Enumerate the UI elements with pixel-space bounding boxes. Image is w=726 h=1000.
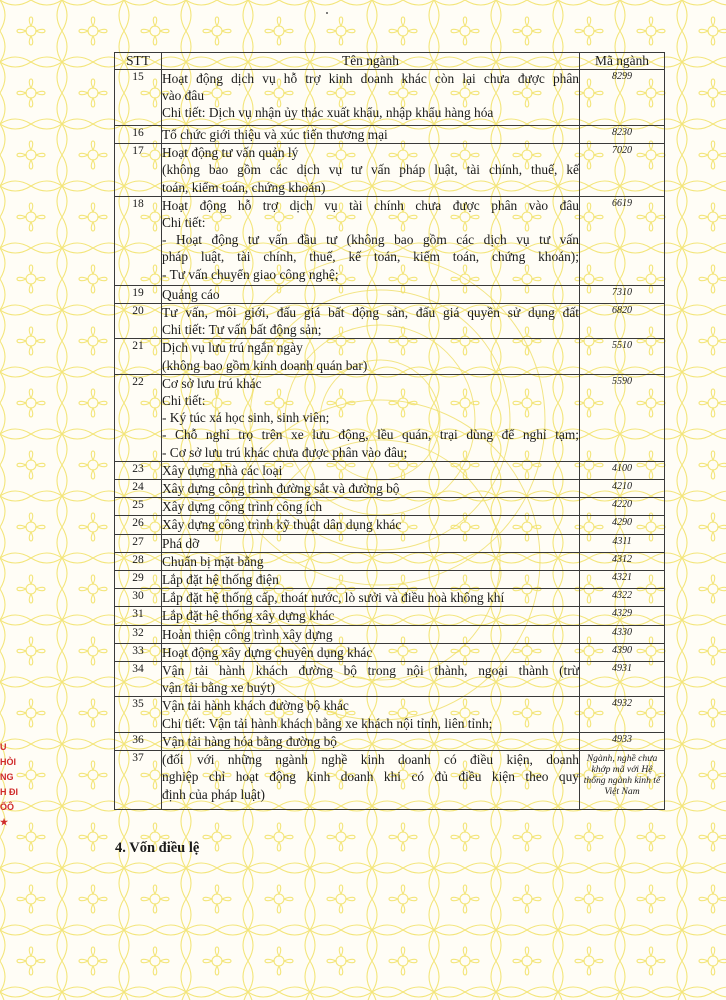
- row-code: 4290: [580, 516, 665, 534]
- row-stt: 20: [115, 304, 162, 339]
- row-name-line: Lắp đặt hệ thống xây dựng khác: [162, 608, 335, 624]
- row-name: [162, 304, 580, 339]
- table-row: [115, 625, 665, 643]
- row-stt: 30: [115, 589, 162, 607]
- row-name-line: toán, kiểm toán, chứng khoán): [162, 179, 326, 195]
- row-name-line: Chi tiết: Tư vấn bất động sản;: [162, 322, 322, 338]
- row-name-line: - Cơ sở lưu trú khác chưa được phân vào đâu;: [162, 444, 408, 460]
- row-name: [162, 285, 580, 303]
- stamp-text: NG: [0, 772, 14, 782]
- row-stt: 17: [115, 144, 162, 197]
- row-code: 4329: [580, 607, 665, 625]
- row-stt: 23: [115, 461, 162, 479]
- row-name-line: Xây dựng nhà các loại: [162, 462, 283, 478]
- table-row: [115, 374, 665, 461]
- row-name-line: Tư vấn, môi giới, đấu giá bất động sản, đấu giá quyền sử dụng đất: [162, 305, 579, 321]
- row-name: [162, 480, 580, 498]
- row-name: [162, 498, 580, 516]
- row-code: 4330: [580, 625, 665, 643]
- row-code: 4321: [580, 571, 665, 589]
- table-row: [115, 534, 665, 552]
- row-name: [162, 196, 580, 285]
- row-name-line: Chi tiết:: [162, 393, 206, 409]
- row-code: 6820: [580, 304, 665, 339]
- row-code: 7020: [580, 144, 665, 197]
- row-name: [162, 643, 580, 661]
- table-row: [115, 571, 665, 589]
- table-row: [115, 552, 665, 570]
- row-name-line: Dịch vụ lưu trú ngắn ngày: [162, 340, 303, 356]
- table-row: [115, 480, 665, 498]
- row-name: [162, 126, 580, 144]
- table-row: [115, 697, 665, 732]
- row-code: 4312: [580, 552, 665, 570]
- header-name: Tên ngành: [162, 53, 580, 70]
- row-code: 4931: [580, 662, 665, 697]
- section-heading: 4. Vốn điều lệ: [115, 840, 200, 856]
- row-stt: 19: [115, 285, 162, 303]
- table-row: [115, 70, 665, 126]
- row-name: [162, 732, 580, 750]
- row-name: [162, 751, 580, 810]
- table-row: [115, 589, 665, 607]
- row-stt: 31: [115, 607, 162, 625]
- row-name-line: - Tư vấn chuyển giao công nghệ;: [162, 266, 339, 282]
- row-name-line: Hoạt động xây dựng chuyên dụng khác: [162, 644, 373, 660]
- row-name-line: (không bao gồm các dịch vụ tư vấn pháp luật, tài chính, thuế, kế: [162, 162, 579, 178]
- row-code: 5590: [580, 374, 665, 461]
- table-row: [115, 461, 665, 479]
- row-name-line: Cơ sở lưu trú khác: [162, 375, 262, 391]
- row-code: 7310: [580, 285, 665, 303]
- row-name: [162, 374, 580, 461]
- row-name-line: Xây dựng công trình công ích: [162, 499, 323, 515]
- row-name-line: Chi tiết: Vận tải hành khách bằng xe khách nội tỉnh, liên tỉnh;: [162, 715, 493, 731]
- row-code: 8299: [580, 70, 665, 126]
- row-stt: 37: [115, 751, 162, 810]
- row-name-line: pháp luật, tài chính, thuế, kế toán, kiểm toán, chứng khoán);: [162, 249, 579, 265]
- stamp-text: H ĐI: [0, 787, 18, 797]
- row-name-line: Xây dựng công trình đường sắt và đường bộ: [162, 481, 400, 497]
- row-name-line: (không bao gồm kinh doanh quán bar): [162, 357, 368, 373]
- table-row: [115, 732, 665, 750]
- row-code: 5510: [580, 339, 665, 374]
- stamp-text: HÒI: [0, 757, 17, 767]
- row-code: 4933: [580, 732, 665, 750]
- row-name-line: Chuẩn bị mặt bằng: [162, 553, 264, 569]
- stamp-text: ỐÔ: [0, 802, 15, 812]
- row-stt: 26: [115, 516, 162, 534]
- row-name-line: Hoạt động tư vấn quản lý: [162, 145, 299, 161]
- business-lines-table: [114, 52, 665, 810]
- row-code: 4311: [580, 534, 665, 552]
- row-name-line: Vận tải hành khách đường bộ trong nội thành, ngoại thành (trừ: [162, 663, 579, 679]
- row-name-line: Hoàn thiện công trình xây dựng: [162, 626, 333, 642]
- row-name-line: Vận tải hành khách đường bộ khác: [162, 698, 349, 714]
- row-name: [162, 461, 580, 479]
- row-name-line: Phá dỡ: [162, 535, 200, 551]
- row-name-line: Vận tải hàng hóa bằng đường bộ: [162, 733, 337, 749]
- row-name: [162, 339, 580, 374]
- table-row: [115, 643, 665, 661]
- row-name-line: Xây dựng công trình kỹ thuật dân dụng khác: [162, 517, 402, 533]
- table-row: [115, 304, 665, 339]
- row-name-line: vận tải bằng xe buýt): [162, 680, 276, 696]
- row-name: [162, 552, 580, 570]
- row-name-line: Quảng cáo: [162, 286, 220, 302]
- row-code: 6619: [580, 196, 665, 285]
- row-name-line: Hoạt động dịch vụ hỗ trợ kinh doanh khác còn lại chưa được phân: [162, 71, 579, 86]
- table-body: [115, 70, 665, 810]
- row-code: 4932: [580, 697, 665, 732]
- red-stamp-fragment: [0, 740, 40, 860]
- row-code-note: Ngành, nghề chưa khớp mã với Hệ thống ngành kinh tế Việt Nam: [580, 751, 665, 810]
- row-stt: 18: [115, 196, 162, 285]
- row-stt: 28: [115, 552, 162, 570]
- row-name-line: nghiệp chỉ hoạt động kinh doanh khi có đủ điều kiện theo quy: [162, 769, 579, 785]
- row-name-line: (đối với những ngành nghề kinh doanh có điều kiện, doanh: [162, 752, 579, 768]
- row-stt: 35: [115, 697, 162, 732]
- row-name-line: Lắp đặt hệ thống điện: [162, 572, 279, 588]
- row-stt: 24: [115, 480, 162, 498]
- row-stt: 27: [115, 534, 162, 552]
- row-stt: 34: [115, 662, 162, 697]
- row-name: [162, 144, 580, 197]
- row-name: [162, 516, 580, 534]
- row-code: 4220: [580, 498, 665, 516]
- speck-mark: [326, 12, 328, 14]
- row-name-line: định của pháp luật): [162, 786, 265, 802]
- table-row: [115, 607, 665, 625]
- row-stt: 25: [115, 498, 162, 516]
- row-name: [162, 70, 580, 126]
- table-row: [115, 498, 665, 516]
- table-row: [115, 144, 665, 197]
- table-header-row: [115, 53, 665, 70]
- row-name-line: - Ký túc xá học sinh, sinh viên;: [162, 410, 330, 426]
- row-stt: 33: [115, 643, 162, 661]
- row-code: 4322: [580, 589, 665, 607]
- row-stt: 29: [115, 571, 162, 589]
- row-name-line: Chi tiết: Dịch vụ nhận ủy thác xuất khẩu, nhập khẩu hàng hóa: [162, 105, 494, 121]
- table-row: [115, 339, 665, 374]
- table-row: [115, 516, 665, 534]
- row-stt: 32: [115, 625, 162, 643]
- header-code: Mã ngành: [580, 53, 665, 70]
- table-row: [115, 285, 665, 303]
- row-name: [162, 571, 580, 589]
- row-name-line: - Chỗ nghỉ trọ trên xe lưu động, lều quán, trại dùng để nghỉ tạm;: [162, 427, 579, 443]
- row-stt: 16: [115, 126, 162, 144]
- stamp-text: U: [0, 742, 7, 752]
- row-name: [162, 607, 580, 625]
- table-row: [115, 751, 665, 810]
- row-name: [162, 662, 580, 697]
- row-code: 4210: [580, 480, 665, 498]
- table-row: [115, 126, 665, 144]
- stamp-text: ★: [0, 817, 9, 827]
- row-name-line: Chi tiết:: [162, 215, 206, 231]
- row-name: [162, 625, 580, 643]
- row-stt: 21: [115, 339, 162, 374]
- row-name: [162, 534, 580, 552]
- row-name-line: vào đâu: [162, 88, 205, 104]
- row-name-line: Tổ chức giới thiệu và xúc tiến thương mại: [162, 127, 388, 142]
- row-name-line: Lắp đặt hệ thống cấp, thoát nước, lò sưởi và điều hoà không khí: [162, 590, 505, 606]
- table-row: [115, 662, 665, 697]
- header-stt: STT: [115, 53, 162, 70]
- row-stt: 15: [115, 70, 162, 126]
- row-name-line: Hoạt động hỗ trợ dịch vụ tài chính chưa được phân vào đâu: [162, 197, 579, 213]
- row-code: 4100: [580, 461, 665, 479]
- row-code: 8230: [580, 126, 665, 144]
- row-name: [162, 589, 580, 607]
- row-name-line: - Hoạt động tư vấn đầu tư (không bao gồm các dịch vụ tư vấn: [162, 232, 579, 248]
- table-row: [115, 196, 665, 285]
- row-code: 4390: [580, 643, 665, 661]
- row-stt: 22: [115, 374, 162, 461]
- row-stt: 36: [115, 732, 162, 750]
- row-name: [162, 697, 580, 732]
